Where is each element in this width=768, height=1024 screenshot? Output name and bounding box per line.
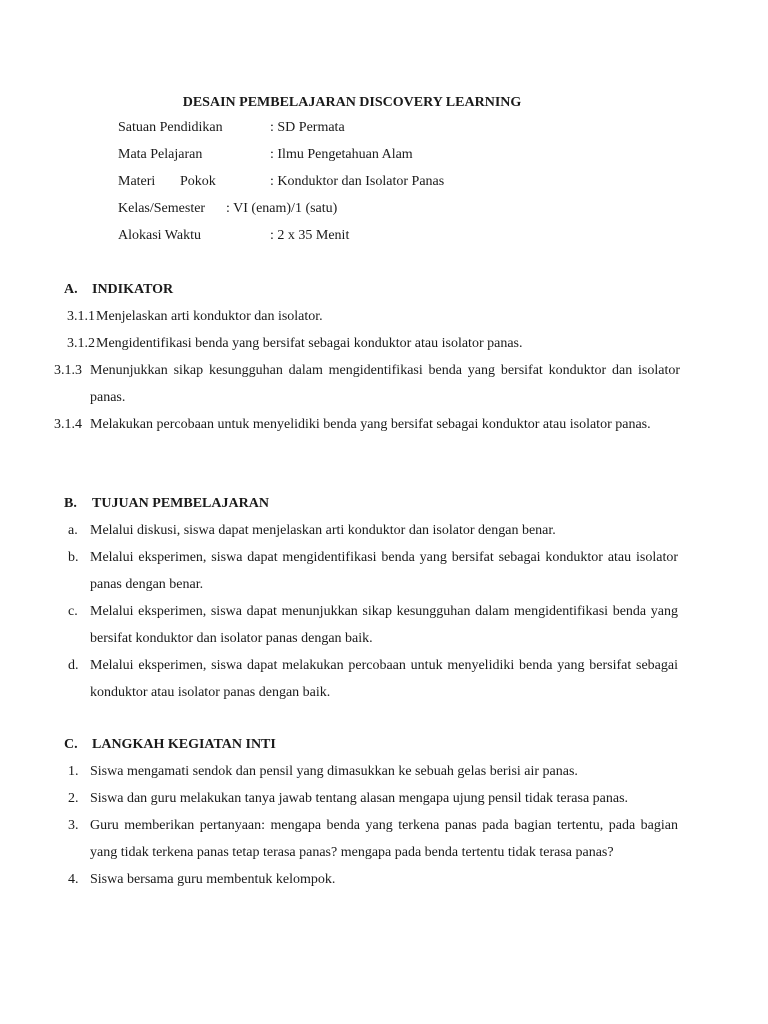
list-item bbox=[64, 598, 678, 652]
list-item bbox=[64, 544, 678, 598]
section-tujuan bbox=[64, 490, 680, 517]
meta-value: : VI (enam)/1 (satu) bbox=[226, 201, 338, 216]
meta-label: Mata Pelajaran bbox=[118, 147, 203, 162]
list-item bbox=[64, 785, 678, 812]
meta-label: Materi bbox=[118, 174, 156, 189]
item-text: Menunjukkan sikap kesungguhan dalam mengidentifikasi benda yang bersifat konduktor dan isolator panas. bbox=[90, 363, 680, 405]
list-item bbox=[54, 411, 680, 438]
section-heading bbox=[64, 731, 680, 758]
item-text: Melalui eksperimen, siswa dapat menunjukkan sikap kesungguhan dalam mengidentifikasi benda yang bersifat konduktor dan isolator panas dengan baik. bbox=[90, 604, 678, 646]
meta-value: : Ilmu Pengetahuan Alam bbox=[270, 147, 413, 162]
item-number: c. bbox=[68, 604, 78, 619]
item-number: b. bbox=[68, 550, 79, 565]
meta-value: : SD Permata bbox=[270, 120, 345, 135]
meta-label: Satuan Pendidikan bbox=[118, 120, 223, 135]
identity-block bbox=[118, 114, 678, 249]
list-item bbox=[64, 812, 678, 866]
meta-label: Kelas/Semester bbox=[118, 201, 206, 216]
list-item bbox=[64, 866, 678, 893]
item-text: Guru memberikan pertanyaan: mengapa benda yang terkena panas pada bagian tertentu, pada bagian yang tidak terkena panas tetap terasa panas? mengapa pada benda tertentu tidak terasa panas? bbox=[90, 818, 678, 860]
list-item bbox=[54, 330, 680, 357]
item-number: 2. bbox=[68, 791, 79, 806]
section-title: TUJUAN PEMBELAJARAN bbox=[92, 496, 269, 511]
item-text: Mengidentifikasi benda yang bersifat sebagai konduktor atau isolator panas. bbox=[96, 336, 523, 351]
list-item bbox=[54, 357, 680, 411]
indikator-list bbox=[54, 303, 680, 438]
tujuan-list bbox=[64, 517, 678, 706]
section-title: INDIKATOR bbox=[92, 282, 174, 297]
item-text: Siswa bersama guru membentuk kelompok. bbox=[90, 872, 336, 887]
meta-row bbox=[118, 222, 678, 249]
item-number: 3.1.4 bbox=[54, 417, 82, 432]
section-langkah bbox=[64, 731, 680, 758]
item-text: Melalui diskusi, siswa dapat menjelaskan arti konduktor dan isolator dengan benar. bbox=[90, 523, 556, 538]
document-title: DESAIN PEMBELAJARAN DISCOVERY LEARNING bbox=[182, 95, 522, 110]
section-title: LANGKAH KEGIATAN INTI bbox=[92, 737, 276, 752]
list-item bbox=[64, 652, 678, 706]
item-text: Melalui eksperimen, siswa dapat melakukan percobaan untuk menyelidiki benda yang bersifat sebagai konduktor atau isolator panas dengan baik. bbox=[90, 658, 678, 700]
section-heading bbox=[64, 276, 680, 303]
meta-value: : 2 x 35 Menit bbox=[270, 228, 350, 243]
section-letter: A. bbox=[64, 282, 78, 297]
meta-value: : Konduktor dan Isolator Panas bbox=[270, 174, 445, 189]
item-text: Menjelaskan arti konduktor dan isolator. bbox=[96, 309, 323, 324]
section-letter: C. bbox=[64, 737, 78, 752]
meta-row bbox=[118, 141, 678, 168]
item-text: Siswa mengamati sendok dan pensil yang dimasukkan ke sebuah gelas berisi air panas. bbox=[90, 764, 578, 779]
list-item bbox=[64, 517, 678, 544]
meta-label: Alokasi Waktu bbox=[118, 228, 201, 243]
item-number: 3.1.2 bbox=[67, 336, 95, 351]
item-number: 4. bbox=[68, 872, 79, 887]
item-number: 1. bbox=[68, 764, 79, 779]
section-heading bbox=[64, 490, 680, 517]
section-letter: B. bbox=[64, 496, 77, 511]
item-text: Melakukan percobaan untuk menyelidiki benda yang bersifat sebagai konduktor atau isolator panas. bbox=[90, 417, 651, 432]
langkah-list bbox=[64, 758, 678, 893]
item-number: 3.1.1 bbox=[67, 309, 95, 324]
list-item bbox=[64, 758, 678, 785]
meta-row bbox=[118, 168, 678, 195]
section-indikator bbox=[64, 276, 680, 303]
list-item bbox=[54, 303, 680, 330]
item-number: 3. bbox=[68, 818, 79, 833]
item-number: 3.1.3 bbox=[54, 363, 82, 378]
item-number: d. bbox=[68, 658, 79, 673]
meta-label: Pokok bbox=[180, 174, 216, 189]
item-text: Melalui eksperimen, siswa dapat mengidentifikasi benda yang bersifat sebagai konduktor atau isolator panas dengan benar. bbox=[90, 550, 678, 592]
item-text: Siswa dan guru melakukan tanya jawab tentang alasan mengapa ujung pensil tidak terasa panas. bbox=[90, 791, 629, 806]
item-number: a. bbox=[68, 523, 78, 538]
meta-row bbox=[118, 195, 678, 222]
meta-row bbox=[118, 114, 678, 141]
